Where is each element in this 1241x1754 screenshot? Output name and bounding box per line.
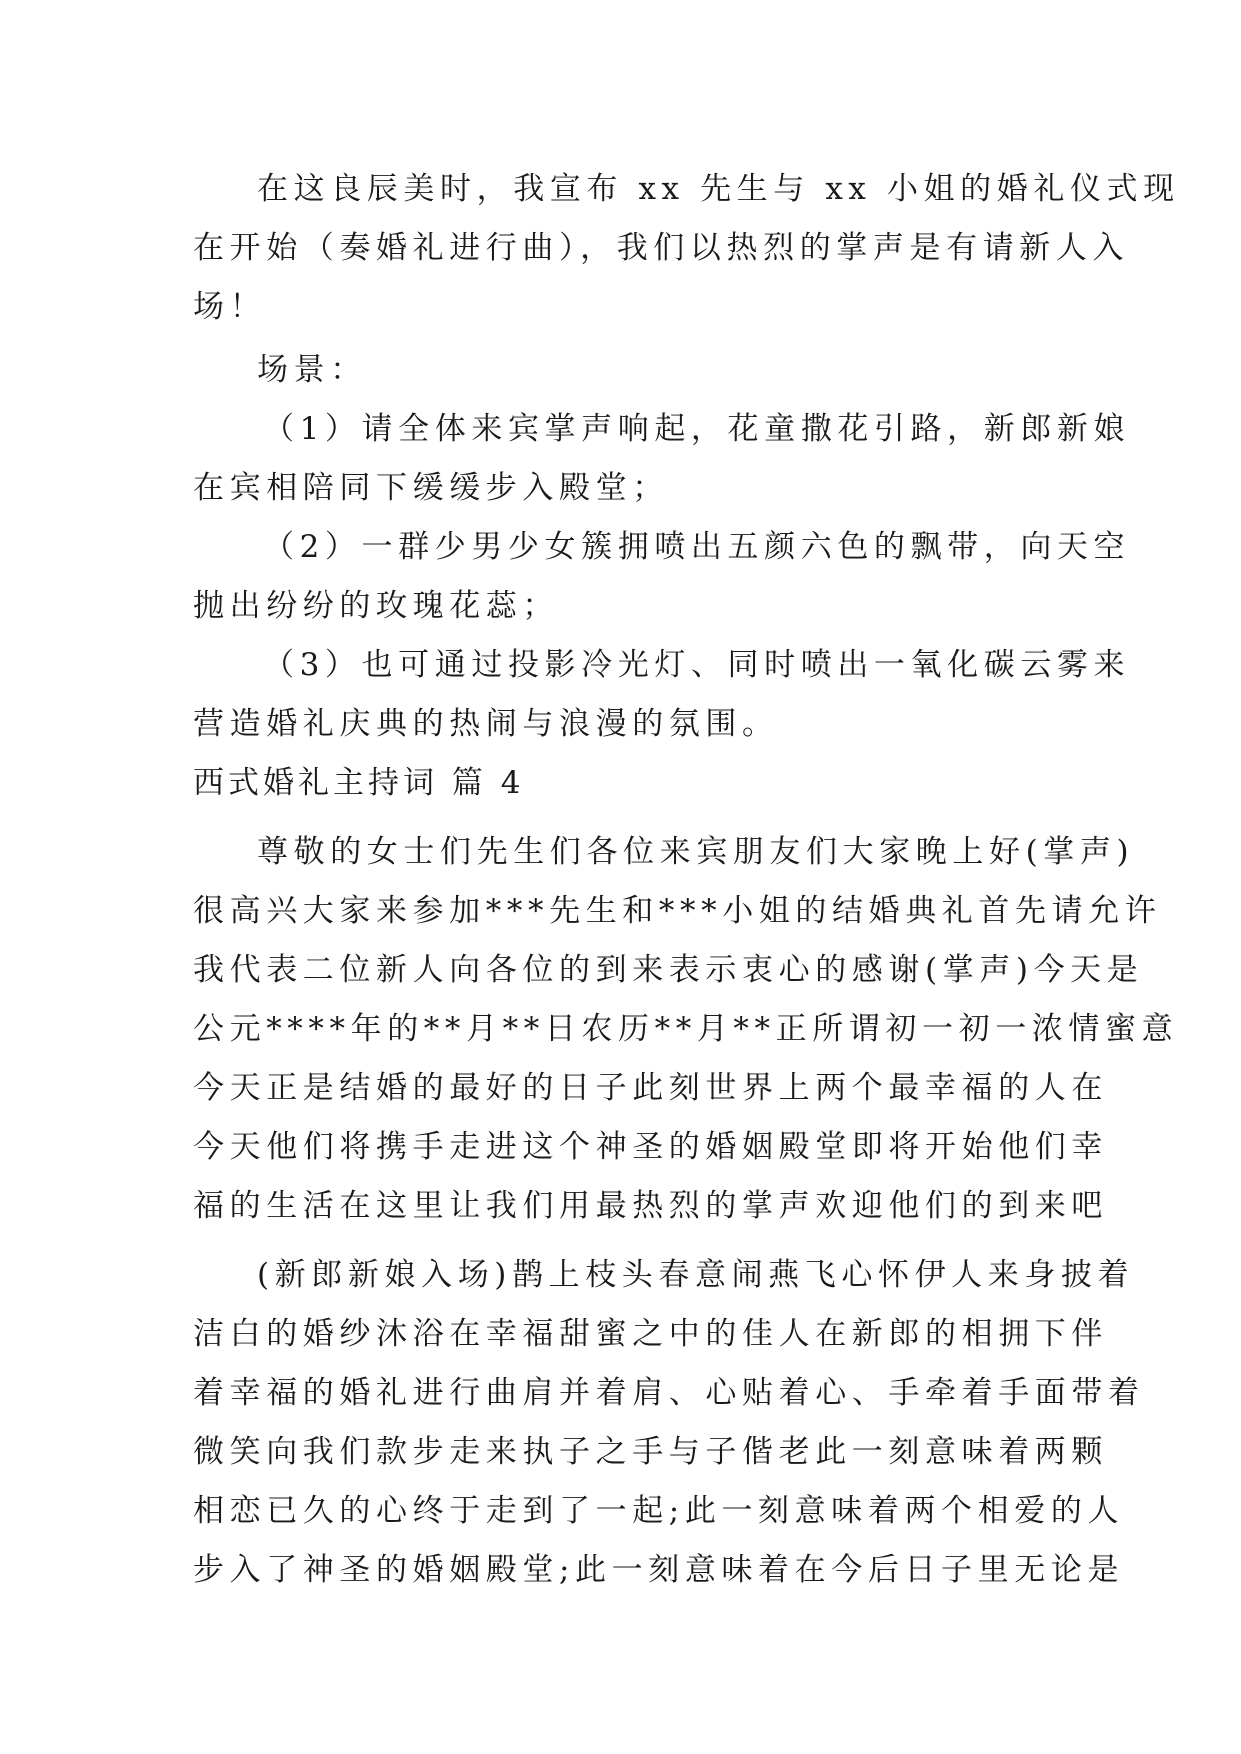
text-line: 步入了神圣的婚姻殿堂;此一刻意味着在今后日子里无论是 bbox=[193, 1552, 1125, 1588]
paragraph-entrance-speech bbox=[193, 1246, 1145, 1600]
text-line: 洁白的婚纱沐浴在幸福甜蜜之中的佳人在新郎的相拥下伴 bbox=[193, 1316, 1108, 1352]
text-line: （2）一群少男少女簇拥喷出五颜六色的飘带，向天空 bbox=[263, 529, 1131, 565]
text-line: （3）也可通过投影冷光灯、同时喷出一氧化碳云雾来 bbox=[263, 647, 1131, 683]
paragraph-scene-2 bbox=[193, 518, 1131, 636]
text-line: 营造婚礼庆典的热闹与浪漫的氛围。 bbox=[193, 706, 779, 742]
text-line: 尊敬的女士们先生们各位来宾朋友们大家晚上好(掌声) bbox=[257, 834, 1135, 870]
section-title: 西式婚礼主持词 篇 4 bbox=[193, 765, 525, 801]
text-line: 很高兴大家来参加***先生和***小姐的结婚典礼首先请允许 bbox=[193, 893, 1162, 929]
text-line: 微笑向我们款步走来执子之手与子偕老此一刻意味着两颗 bbox=[193, 1434, 1108, 1470]
text-line: 在这良辰美时，我宣布 xx 先生与 xx 小姐的婚礼仪式现 bbox=[257, 171, 1180, 207]
text-line: 抛出纷纷的玫瑰花蕊； bbox=[193, 588, 559, 624]
text-line: 相恋已久的心终于走到了一起;此一刻意味着两个相爱的人 bbox=[193, 1493, 1125, 1529]
scene-label: 场景： bbox=[257, 352, 367, 388]
text-line: 在宾相陪同下缓缓步入殿堂； bbox=[193, 470, 669, 506]
text-line: 场！ bbox=[193, 289, 267, 325]
text-line: 着幸福的婚礼进行曲肩并着肩、心贴着心、手牵着手面带着 bbox=[193, 1375, 1145, 1411]
paragraph-welcome-speech bbox=[193, 823, 1179, 1236]
text-line: (新郎新娘入场)鹊上枝头春意闹燕飞心怀伊人来身披着 bbox=[257, 1257, 1135, 1293]
text-line: 今天正是结婚的最好的日子此刻世界上两个最幸福的人在 bbox=[193, 1070, 1108, 1106]
paragraph-scene-1 bbox=[193, 400, 1131, 518]
text-line: 在开始（奏婚礼进行曲），我们以热烈的掌声是有请新人入 bbox=[193, 230, 1130, 266]
paragraph-opening-announcement bbox=[193, 160, 1180, 337]
text-line: （1）请全体来宾掌声响起，花童撒花引路，新郎新娘 bbox=[263, 411, 1131, 447]
paragraph-scene-3 bbox=[193, 636, 1131, 754]
text-line: 公元****年的**月**日农历**月**正所谓初一初一浓情蜜意 bbox=[193, 1011, 1179, 1047]
text-line: 我代表二位新人向各位的到来表示衷心的感谢(掌声)今天是 bbox=[193, 952, 1144, 988]
document-body bbox=[193, 160, 1180, 1600]
text-line: 福的生活在这里让我们用最热烈的掌声欢迎他们的到来吧 bbox=[193, 1188, 1108, 1224]
text-line: 今天他们将携手走进这个神圣的婚姻殿堂即将开始他们幸 bbox=[193, 1129, 1108, 1165]
